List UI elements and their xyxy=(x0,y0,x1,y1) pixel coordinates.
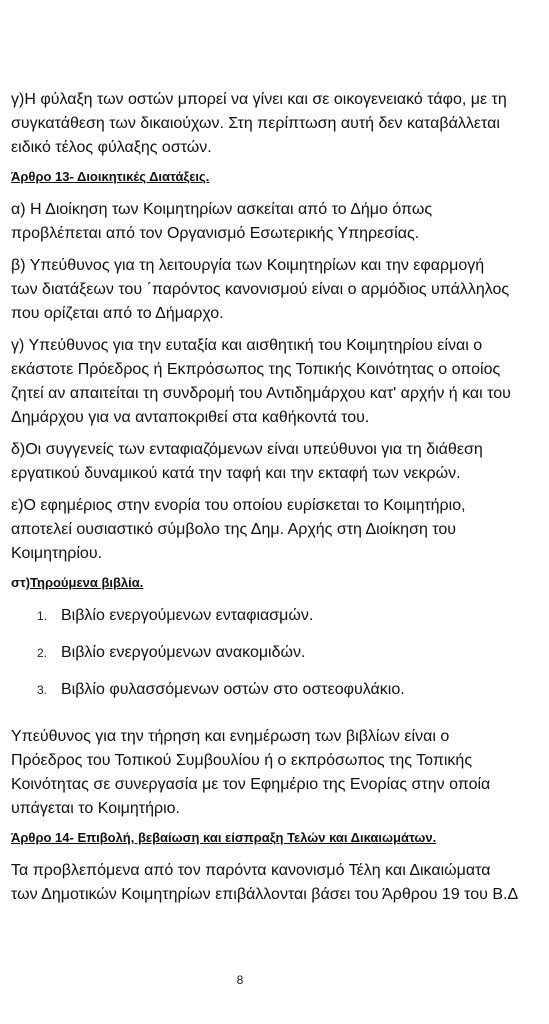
list-item-number: 1. xyxy=(36,609,47,623)
paragraph-alpha: α) Η Διοίκηση των Κοιμητηρίων ασκείται από το Δήμο όπως προβλέπεται από τον Οργανισμό Εσωτερικής Υπηρεσίας. xyxy=(11,201,433,242)
paragraph-gamma-bone-storage: γ)Η φύλαξη των οστών μπορεί να γίνει και σε οικογενειακό τάφο, με τη συγκατάθεση των δικαιούχων. Στη περίπτωση αυτή δεν καταβάλλεται ειδικό τέλος φύλαξης οστών. xyxy=(11,91,507,156)
list-item-number: 3. xyxy=(36,683,47,697)
page-content xyxy=(11,88,537,915)
paragraph-epsilon: ε)Ο εφημέριος στην ενορία του οποίου ευρίσκεται το Κοιμητήριο, αποτελεί ουσιαστικό σύμβολο της Δημ. Αρχής στη Διοίκηση του Κοιμητηρίου. xyxy=(11,497,466,562)
section-st-title: Τηρούμενα βιβλία. xyxy=(30,575,144,590)
list-item-number: 2. xyxy=(36,646,47,660)
section-st-prefix: στ) xyxy=(11,575,31,590)
list-item xyxy=(11,604,537,641)
list-item-text: Βιβλίο φυλασσόμενων οστών στο οστεοφυλάκιο. xyxy=(61,681,405,698)
list-item-text: Βιβλίο ενεργούμενων ανακομιδών. xyxy=(61,644,306,661)
paragraph-article-14: Τα προβλεπόμενα από τον παρόντα κανονισμό Τέλη και Δικαιώματα των Δημοτικών Κοιμητηρίων επιβάλλονται βάσει του Άρθρου 19 του Β.Δ xyxy=(11,862,519,903)
article-13-title: Άρθρο 13- Διοικητικές Διατάξεις. xyxy=(11,169,210,184)
books-list xyxy=(11,604,537,715)
page-number: 8 xyxy=(236,973,244,987)
list-item xyxy=(11,678,537,715)
paragraph-delta: δ)Οι συγγενείς των ενταφιαζόμενων είναι υπεύθυνοι για τη διάθεση εργατικού δυναμικού κατά την ταφή και την εκταφή των νεκρών. xyxy=(11,441,483,482)
list-item-text: Βιβλίο ενεργούμενων ενταφιασμών. xyxy=(61,607,314,624)
article-14-title: Άρθρο 14- Επιβολή, βεβαίωση και είσπραξη Τελών και Δικαιωμάτων. xyxy=(11,830,437,845)
section-st-heading xyxy=(11,574,537,592)
article-14-heading xyxy=(11,829,537,847)
paragraph-books-responsible: Υπεύθυνος για την τήρηση και ενημέρωση των βιβλίων είναι ο Πρόεδρος του Τοπικού Συμβουλίου ή ο εκπρόσωπος της Τοπικής Κοινότητας σε συνεργασία με τον Εφημέριο της Ενορίας στην οποία υπάγεται το Κοιμητήριο. xyxy=(11,728,491,817)
article-13-heading xyxy=(11,168,537,186)
list-item xyxy=(11,641,537,678)
paragraph-beta: β) Υπεύθυνος για τη λειτουργία των Κοιμητηρίων και την εφαρμογή των διατάξεων του ΄παρόντος κανονισμού είναι ο αρμόδιος υπάλληλος που ορίζεται από το Δήμαρχο. xyxy=(11,257,510,322)
paragraph-gamma: γ) Υπεύθυνος για την ευταξία και αισθητική του Κοιμητηρίου είναι ο εκάστοτε Πρόεδρος ή Εκπρόσωπος της Τοπικής Κοινότητας ο οποίος ζητεί αν απαιτείται τη συνδρομή του Αντιδημάρχου κατ' αρχήν ή και του Δημάρχου για να ανταποκριθεί στα καθήκοντά του. xyxy=(11,337,511,426)
